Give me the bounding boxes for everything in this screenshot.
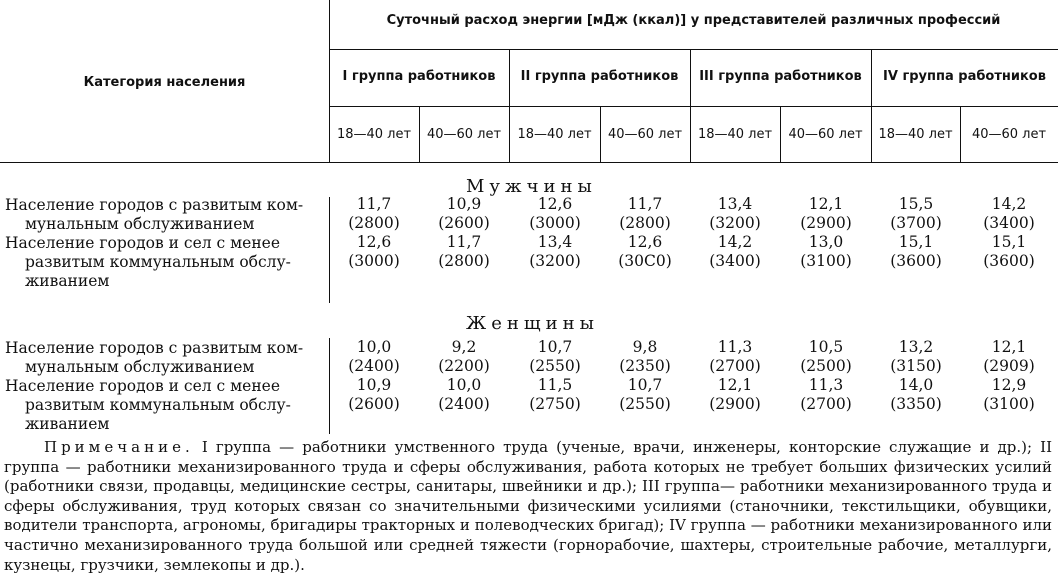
value-kcal: (2900)	[709, 395, 761, 413]
header-bottom-rule	[0, 162, 1058, 163]
group-divider-1	[509, 49, 510, 162]
value-kcal: (3200)	[529, 252, 581, 270]
value-kcal: (2800)	[348, 214, 400, 232]
value-kcal: (2750)	[529, 395, 581, 413]
value-mj: 12,1	[808, 195, 844, 213]
age-header: 40—60 лет	[788, 127, 863, 142]
section-title-men: Мужчины	[466, 176, 597, 197]
age-header: 18—40 лет	[517, 127, 592, 142]
value-mj: 15,5	[898, 195, 934, 213]
value-kcal: (2800)	[619, 214, 671, 232]
value-mj: 12,6	[356, 233, 392, 251]
value-mj: 10,7	[537, 338, 573, 356]
value-mj: 10,7	[627, 376, 663, 394]
note-text: I группа — работники умственного труда (ученые, врачи, инженеры, конторские служащие и др.); II группа — работники механизированного труда и сферы обслуживания, работа которых не требует больших физических усилий (работники связи, продавцы, медицинские сестры, санитары, швейники и др.); III группа— работники механизированного труда и сферы обслуживания, труд которых связан со значительными физическими усилиями (станочники, текстильщики, обувщики, водители транспорта, агрономы, бригадиры тракторных и полеводческих бригад); IV группа — работники механизированного или частично механизированного труда большой или средней тяжести (горнорабочие, шахтеры, строительные рабочие, металлурги, кузнецы, грузчики, землекопы и др.).	[4, 438, 1052, 574]
age-header: 40—60 лет	[426, 127, 502, 142]
value-mj: 11,3	[808, 376, 844, 394]
value-mj: 10,0	[356, 338, 392, 356]
value-mj: 14,0	[898, 376, 934, 394]
age-header: 18—40 лет	[697, 127, 773, 142]
value-mj: 11,7	[446, 233, 482, 251]
age-header: 18—40 лет	[336, 127, 412, 142]
row-label: Население городов с развитым ком- мунальным обслуживанием	[5, 196, 304, 233]
value-mj: 11,5	[537, 376, 573, 394]
row-label: Население городов и сел с менее развитым коммунальным обслу- живанием	[5, 377, 291, 433]
value-kcal: (2350)	[619, 357, 671, 375]
value-kcal: (2400)	[348, 357, 400, 375]
group-header-1: I группа работников	[342, 69, 496, 84]
value-mj: 14,2	[717, 233, 753, 251]
value-kcal: (2700)	[800, 395, 852, 413]
value-kcal: (3350)	[890, 395, 942, 413]
value-kcal: (3000)	[529, 214, 581, 232]
value-kcal: (3700)	[890, 214, 942, 232]
category-header: Категория населения	[83, 75, 246, 90]
value-mj: 13,0	[808, 233, 844, 251]
age-header: 40—60 лет	[607, 127, 683, 142]
value-kcal: (2600)	[348, 395, 400, 413]
value-mj: 13,4	[717, 195, 753, 213]
value-kcal: (30С0)	[618, 252, 672, 270]
value-kcal: (3100)	[983, 395, 1035, 413]
value-mj: 12,1	[991, 338, 1027, 356]
value-mj: 10,9	[446, 195, 482, 213]
header-rule-1	[329, 49, 1058, 50]
value-kcal: (2800)	[438, 252, 490, 270]
value-kcal: (2550)	[619, 395, 671, 413]
value-kcal: (3600)	[983, 252, 1035, 270]
value-mj: 13,2	[898, 338, 934, 356]
section-title-women: Женщины	[466, 313, 599, 334]
group-divider-2	[690, 49, 691, 162]
value-mj: 12,9	[991, 376, 1027, 394]
value-kcal: (2500)	[800, 357, 852, 375]
value-mj: 12,1	[717, 376, 753, 394]
value-mj: 11,7	[627, 195, 663, 213]
value-kcal: (3400)	[983, 214, 1035, 232]
age-header: 40—60 лет	[971, 127, 1047, 142]
footnote	[4, 438, 1052, 575]
value-mj: 10,9	[356, 376, 392, 394]
value-mj: 11,7	[356, 195, 392, 213]
value-kcal: (2400)	[438, 395, 490, 413]
value-kcal: (2200)	[438, 357, 490, 375]
age-header: 18—40 лет	[878, 127, 953, 142]
value-kcal: (2550)	[529, 357, 581, 375]
value-kcal: (2909)	[983, 357, 1035, 375]
value-kcal: (3400)	[709, 252, 761, 270]
table-title: Суточный расход энергии [мДж (ккал)] у представителей различных профессий	[386, 13, 1001, 28]
value-mj: 12,6	[627, 233, 663, 251]
value-kcal: (3100)	[800, 252, 852, 270]
group-divider-3	[871, 49, 872, 162]
row-label: Население городов и сел с менее развитым коммунальным обслу- живанием	[5, 234, 291, 290]
value-kcal: (3150)	[890, 357, 942, 375]
value-kcal: (3000)	[348, 252, 400, 270]
value-kcal: (2600)	[438, 214, 490, 232]
value-mj: 12,6	[537, 195, 573, 213]
value-kcal: (2900)	[800, 214, 852, 232]
header-rule-2	[329, 106, 1058, 107]
group-header-2: II группа работников	[520, 69, 679, 84]
value-mj: 9,8	[632, 338, 658, 356]
value-mj: 13,4	[537, 233, 573, 251]
value-mj: 10,0	[446, 376, 482, 394]
value-mj: 15,1	[991, 233, 1027, 251]
value-mj: 14,2	[991, 195, 1027, 213]
value-kcal: (3600)	[890, 252, 942, 270]
value-mj: 10,5	[808, 338, 844, 356]
row-label: Население городов с развитым ком- мунальным обслуживанием	[5, 339, 304, 376]
value-kcal: (3200)	[709, 214, 761, 232]
value-mj: 15,1	[898, 233, 934, 251]
value-mj: 9,2	[451, 338, 477, 356]
value-mj: 11,3	[717, 338, 753, 356]
group-header-4: IV группа работников	[883, 69, 1046, 84]
note-prefix: Примечание.	[44, 438, 194, 456]
value-kcal: (2700)	[709, 357, 761, 375]
group-header-3: III группа работников	[699, 69, 862, 84]
